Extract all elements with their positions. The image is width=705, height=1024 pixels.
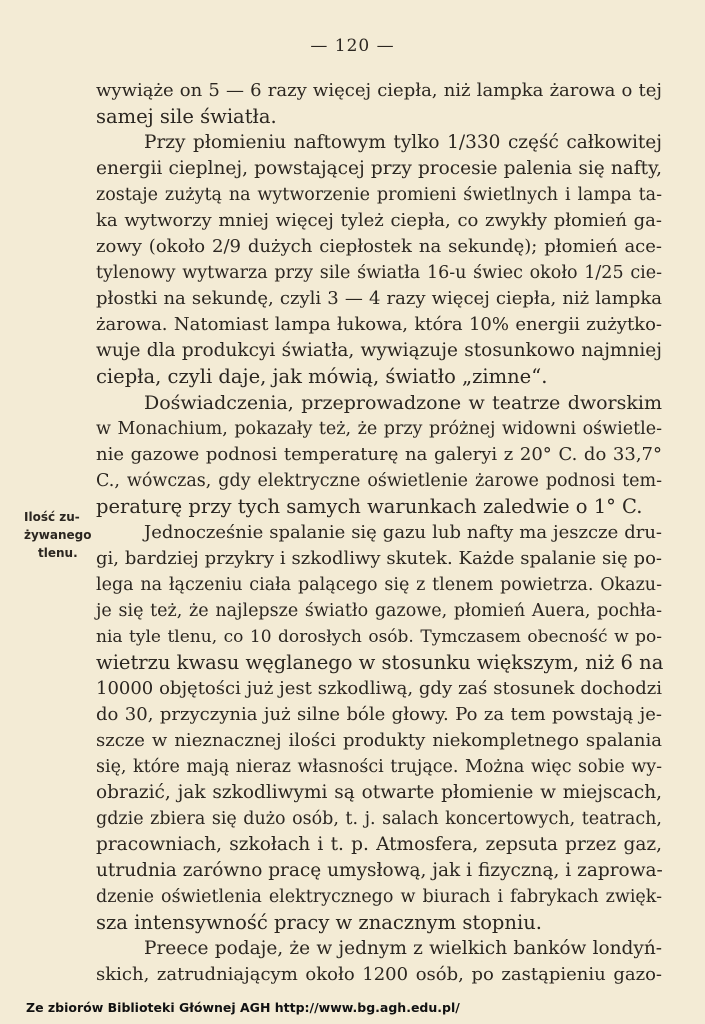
- text-line: płostki na sekundę, czyli 3 — 4 razy więcej ciepła, niż lampka: [96, 288, 662, 309]
- text-line: nia tyle tlenu, co 10 dorosłych osób. Tymczasem obecność w po-: [96, 627, 662, 647]
- text-line: utrudnia zarówno pracę umysłową, jak i fizyczną, i zaprowa-: [96, 860, 663, 881]
- text-line: Preece podaje, że w jednym z wielkich banków londyń-: [144, 938, 662, 959]
- text-line: gdzie zbiera się dużo osób, t. j. salach koncertowych, teatrach,: [96, 809, 662, 829]
- text-line: wietrzu kwasu węglanego w stosunku większym, niż 6 na: [96, 651, 664, 674]
- text-line: 10000 objętości już jest szkodliwą, gdy zaś stosunek dochodzi: [96, 678, 662, 699]
- text-line: samej sile światła.: [96, 105, 277, 128]
- text-line: w Monachium, pokazały też, że przy próżnej widowni oświetle-: [96, 419, 662, 439]
- text-line: ka wytworzy mniej więcej tyleż ciepła, co zwykły płomień ga-: [96, 210, 662, 231]
- text-line: obrazić, jak szkodliwymi są otwarte płomienie w miejscach,: [96, 782, 662, 803]
- text-line: ciepła, czyli daje, jak mówią, światło „zimne“.: [96, 365, 548, 388]
- text-line: zostaje zużytą na wytworzenie promieni świetlnych i lampa ta-: [96, 185, 662, 205]
- margin-note-line: Ilość zu-: [24, 510, 80, 524]
- text-line: gi, bardziej przykry i szkodliwy skutek. Każde spalanie się po-: [96, 548, 662, 569]
- text-line: żarowa. Natomiast lampa łukowa, która 10% energii zużytko-: [96, 314, 662, 335]
- text-line: zowy (około 2/9 dużych ciepłostek na sekundę); płomień ace-: [96, 236, 662, 257]
- text-line: do 30, przyczynia już silne bóle głowy. Po za tem powstają je-: [96, 704, 662, 725]
- text-line: dzenie oświetlenia elektrycznego w biurach i fabrykach zwięk-: [96, 887, 662, 907]
- text-line: skich, zatrudniającym około 1200 osób, po zastąpieniu gazo-: [96, 964, 662, 985]
- text-line: Doświadczenia, przeprowadzone w teatrze dworskim: [144, 392, 662, 414]
- text-line: wuje dla produkcyi światła, wywiązuje stosunkowo najmniej: [96, 340, 662, 361]
- text-line: Jednocześnie spalanie się gazu lub nafty ma jeszcze dru-: [144, 522, 662, 543]
- text-line: wywiąże on 5 — 6 razy więcej ciepła, niż lampka żarowa o tej: [96, 80, 662, 101]
- text-line: Przy płomieniu naftowym tylko 1/330 część całkowitej: [144, 132, 662, 153]
- margin-note: [24, 508, 94, 562]
- text-line: peraturę przy tych samych warunkach zaledwie o 1° C.: [96, 495, 643, 518]
- text-line: sza intensywność pracy w znacznym stopniu.: [96, 911, 542, 934]
- text-line: pracowniach, szkołach i t. p. Atmosfera, zepsuta przez gaz,: [96, 834, 662, 855]
- text-line: energii cieplnej, powstającej przy procesie palenia się nafty,: [96, 158, 662, 179]
- margin-note-line: tlenu.: [38, 546, 78, 560]
- page-number: — 120 —: [310, 36, 395, 56]
- text-line: je się też, że najlepsze światło gazowe, płomień Auera, pochła-: [96, 601, 662, 621]
- text-line: nie gazowe podnosi temperaturę na galeryi z 20° C. do 33,7°: [96, 444, 662, 465]
- text-line: tylenowy wytwarza przy sile światła 16-u świec około 1/25 cie-: [96, 263, 662, 283]
- text-line: lega na łączeniu ciała palącego się z tlenem powietrza. Okazu-: [96, 575, 662, 595]
- text-line: C., wówczas, gdy elektryczne oświetlenie żarowe podnosi tem-: [96, 471, 662, 491]
- source-footer: Ze zbiorów Biblioteki Głównej AGH http://www.bg.agh.edu.pl/: [26, 1000, 460, 1015]
- text-line: szcze w nieznacznej ilości produkty niekompletnego spalania: [96, 730, 662, 751]
- text-line: się, które mają nieraz własności trujące. Można więc sobie wy-: [96, 757, 662, 777]
- margin-note-line: żywanego: [24, 528, 92, 542]
